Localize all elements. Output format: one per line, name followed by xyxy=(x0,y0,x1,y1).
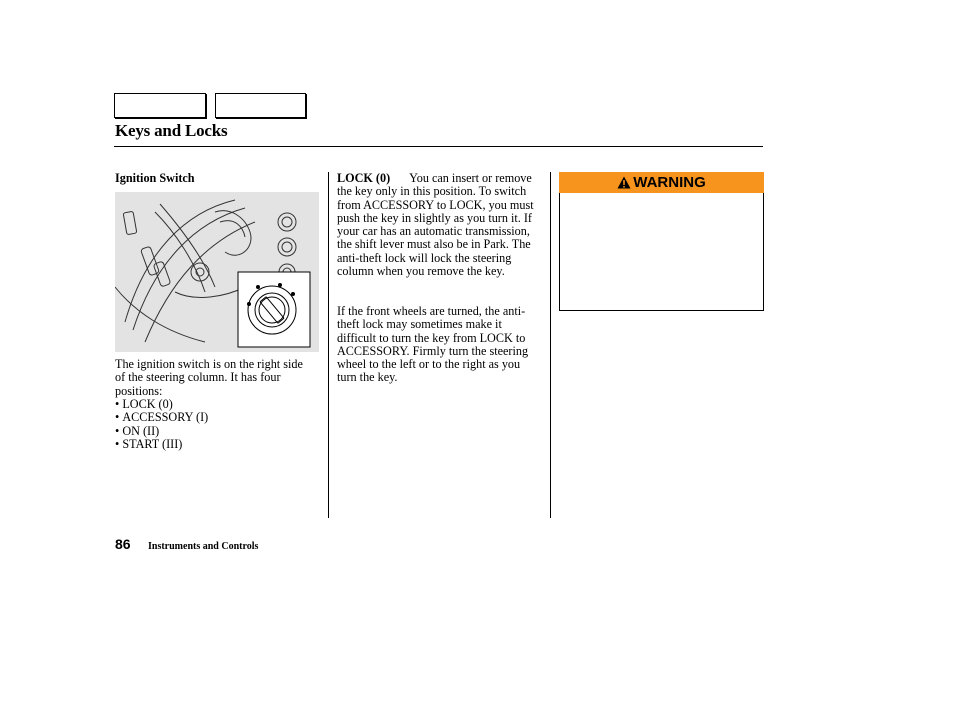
header-tab-box-2 xyxy=(215,93,306,118)
title-rule xyxy=(114,146,763,147)
column-divider-2 xyxy=(550,172,551,518)
ignition-positions-list xyxy=(115,398,208,451)
footer-section-name: Instruments and Controls xyxy=(148,541,259,552)
lock-position-paragraph xyxy=(337,172,541,278)
warning-label: WARNING xyxy=(633,174,706,191)
ignition-switch-heading: Ignition Switch xyxy=(115,171,195,185)
warning-body xyxy=(559,193,764,311)
ignition-switch-drawing xyxy=(115,192,319,352)
list-item: • START (III) xyxy=(115,438,208,451)
ignition-intro-text: The ignition switch is on the right side of the steering column. It has four positions: xyxy=(115,357,303,398)
list-item: • ACCESSORY (I) xyxy=(115,411,208,424)
list-item: • LOCK (0) xyxy=(115,398,208,411)
list-item: • ON (II) xyxy=(115,425,208,438)
lock-description: You can insert or remove the key only in this position. To switch from ACCESSORY to LOCK, you must push the key in slightly as you turn it. If your car has an automatic transmission, the shift lever must also be in Park. The anti-theft lock will lock the steering column when you remove the key. xyxy=(337,171,534,279)
page-title: Keys and Locks xyxy=(115,121,228,140)
warning-header xyxy=(559,172,764,193)
header-tab-box-1 xyxy=(114,93,206,118)
page-number: 86 xyxy=(115,536,131,552)
warning-triangle-icon xyxy=(617,176,631,189)
column-divider-1 xyxy=(328,172,329,518)
front-wheels-paragraph: If the front wheels are turned, the anti-theft lock may sometimes make it difficult to turn the key from LOCK to ACCESSORY. Firmly turn the steering wheel to the left or to the right as you turn the key. xyxy=(337,304,529,385)
lock-label: LOCK (0) xyxy=(337,171,391,185)
ignition-switch-illustration xyxy=(115,192,319,352)
